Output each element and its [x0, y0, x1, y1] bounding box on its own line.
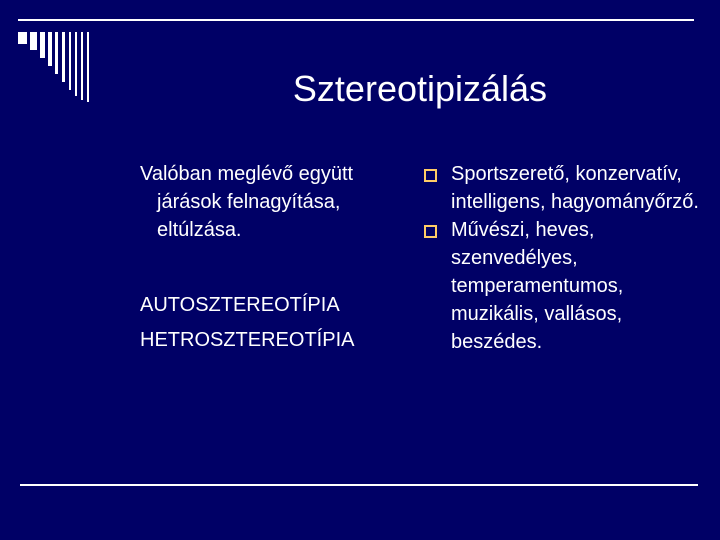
square-bullet-icon — [424, 169, 437, 182]
bullet-item — [422, 216, 712, 356]
stereotype-types — [140, 288, 410, 358]
bottom-rule-line — [20, 484, 698, 486]
square-bullet-icon — [424, 225, 437, 238]
left-column — [140, 160, 410, 358]
right-column — [422, 160, 712, 356]
caps-line-hetero: HETROSZTEREOTÍPIA — [140, 329, 355, 351]
caps-line-auto: AUTOSZTEREOTÍPIA — [140, 294, 340, 316]
bullet-text: Sportszerető, konzervatív, intelligens, hagyományőrző. — [451, 163, 699, 213]
slide-title: Sztereotipizálás — [292, 68, 548, 109]
left-paragraph: Valóban meglévő együtt járások felnagyítása, eltúlzása. — [140, 163, 354, 241]
bullet-item — [422, 160, 712, 216]
bullet-text: Művészi, heves, szenvedélyes, temperamentumos, muzikális, vallásos, beszédes. — [451, 219, 624, 353]
decorative-bars — [18, 32, 128, 102]
top-rule-line — [18, 19, 694, 21]
